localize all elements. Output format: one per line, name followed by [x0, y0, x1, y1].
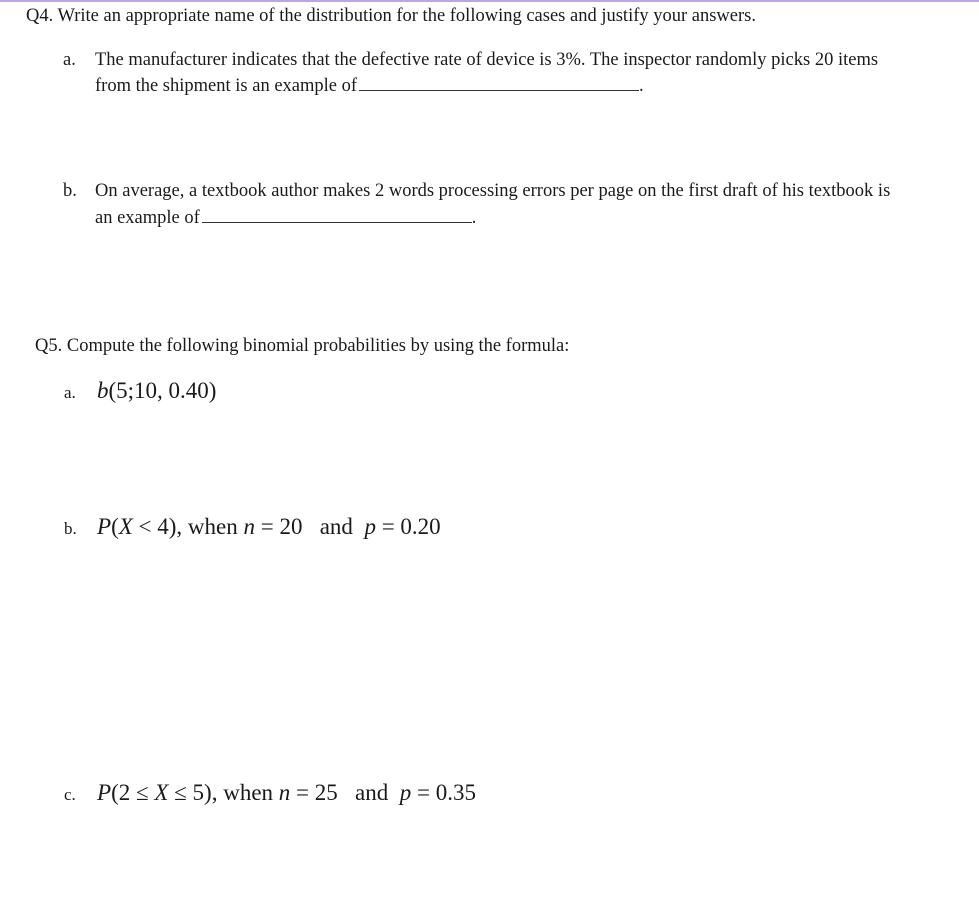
q5-c-neq: = 25 and [290, 780, 400, 805]
q4-heading: Q4. Write an appropriate name of the distribution for the following cases and justify your answers. [26, 6, 756, 26]
q4-b-line1: On average, a textbook author makes 2 words processing errors per page on the first draft of his textbook is [95, 181, 891, 201]
top-divider [0, 0, 979, 2]
q4-b-line2 [95, 208, 476, 229]
q4-a-line1: The manufacturer indicates that the defective rate of device is 3%. The inspector randomly picks 20 items [95, 50, 879, 70]
q5-c-open: (2 ≤ [111, 780, 155, 805]
q5-c-cond: ≤ 5), when [168, 780, 279, 805]
q5-b-pv: p [364, 514, 376, 539]
q5-b-expression [97, 514, 441, 540]
q5-b-open: ( [111, 514, 119, 539]
q5-c-marker: c. [64, 785, 76, 804]
q5-a-func: b [97, 378, 109, 403]
q5-c-var: X [154, 780, 169, 805]
q5-b-cond: < 4), when [132, 514, 244, 539]
q5-b-neq: = 20 and [255, 514, 365, 539]
q4-b-line2-text: an example of [95, 208, 200, 228]
q4-b-marker: b. [63, 181, 77, 201]
q4-a-line2-text: from the shipment is an example of [95, 76, 358, 96]
q5-b-peq: = 0.20 [375, 514, 441, 539]
q5-a-expression [97, 378, 216, 404]
answer-blank[interactable] [202, 208, 472, 223]
q5-a-marker: a. [64, 383, 76, 402]
q5-c-expression [97, 780, 476, 806]
q4-b-end: . [471, 208, 477, 228]
q5-b-p: P [97, 514, 112, 539]
q5-c-pv: p [399, 780, 412, 805]
q4-a-end: . [639, 76, 644, 96]
q5-a-args: (5;10, 0.40) [108, 378, 217, 403]
q5-b-n: n [243, 514, 255, 539]
q5-c-n: n [278, 780, 291, 805]
q5-b-marker: b. [64, 519, 77, 538]
answer-blank[interactable] [359, 76, 639, 91]
q5-c-p: P [97, 780, 112, 805]
q5-heading: Q5. Compute the following binomial probabilities by using the formula: [35, 336, 570, 356]
q4-a-marker: a. [63, 50, 76, 70]
q5-c-peq: = 0.35 [411, 780, 476, 805]
q4-a-line2 [95, 76, 644, 97]
q5-b-var: X [118, 514, 133, 539]
